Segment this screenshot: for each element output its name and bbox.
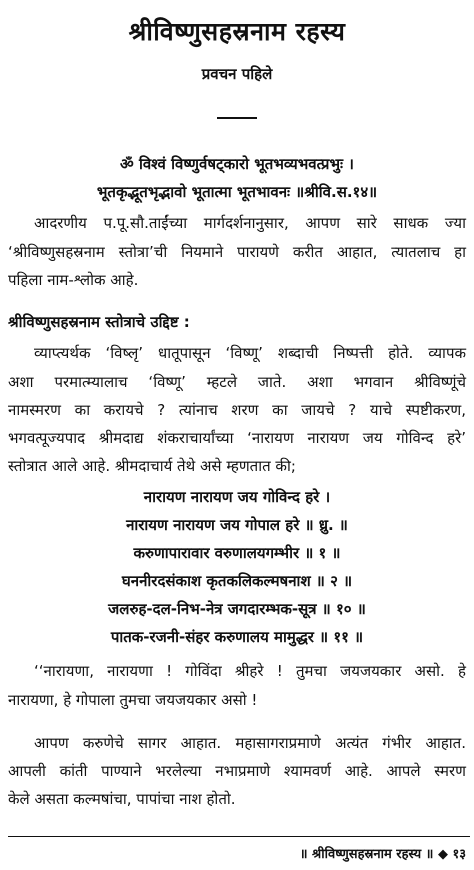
chapter-subtitle: प्रवचन पहिले (201, 65, 273, 83)
paragraph-line: आदरणीय प.पू.सौ.ताईंच्या मार्गदर्शनानुसार, आपण सारे साधक ज्या (34, 214, 466, 232)
section-heading: श्रीविष्णुसहस्रनाम स्तोत्राचे उद्दिष्ट : (8, 313, 190, 331)
paragraph-line: अशा परमात्म्यालाच ‘विष्णू’ म्हटले जाते. अशा भगवान श्रीविष्णूंचे (8, 373, 466, 391)
paragraph-line: स्तोत्रात आले आहे. श्रीमदाचार्य तेथे असे म्हणतात की; (8, 457, 296, 475)
verse-line: करुणापारावार वरुणालयगम्भीर ॥ १ ॥ (133, 544, 341, 562)
paragraph-line: नामस्मरण का करायचे ? त्यांनाच शरण का जायचे ? याचे स्पष्टीकरण, (8, 401, 466, 419)
verse-line: घननीरदसंकाश कृतकलिकल्मषनाश ॥ २ ॥ (121, 572, 353, 590)
page-footer: ॥ श्रीविष्णुसहस्रनाम रहस्य ॥ ◆ १३ (299, 847, 466, 862)
page-title: श्रीविष्णुसहस्रनाम रहस्य (128, 17, 346, 46)
paragraph-line: नारायणा, हे गोपाला तुमचा जयजयकार असो ! (8, 691, 258, 709)
verse-line: नारायण नारायण जय गोपाल हरे ॥ ध्रु. ॥ (126, 516, 348, 534)
verse-line: जलरुह-दल-निभ-नेत्र जगदारम्भक-सूत्र ॥ १० ॥ (108, 600, 366, 618)
paragraph-line: केले असता कल्मषांचा, पापांचा नाश होतो. (8, 790, 236, 808)
title-divider (217, 117, 257, 119)
footer-divider (8, 836, 470, 837)
shloka-line: ॐ विश्वं विष्णुर्वषट्कारो भूतभव्यभवत्प्रभुः । (120, 155, 354, 173)
paragraph-line: भगवत्पूज्यपाद श्रीमदाद्य शंकराचार्यांच्या ‘नारायण नारायण जय गोविन्द हरे’ (8, 429, 466, 447)
shloka-line: भूतकृद्भूतभृद्भावो भूतात्मा भूतभावनः ॥श्रीवि.स.१४॥ (96, 183, 378, 201)
paragraph-line: ‘‘नारायणा, नारायणा ! गोविंदा श्रीहरे ! तुमचा जयजयकार असो. हे (34, 662, 466, 680)
paragraph-line: ‘श्रीविष्णुसहस्रनाम स्तोत्रा’ची नियमाने पारायणे करीत आहात, त्यातलाच हा (8, 243, 466, 261)
paragraph-line: आपण करुणेचे सागर आहात. महासागराप्रमाणे अत्यंत गंभीर आहात. (34, 734, 466, 752)
paragraph-line: आपली कांती पाण्याने भरलेल्या नभाप्रमाणे श्यामवर्ण आहे. आपले स्मरण (8, 762, 466, 780)
verse-line: पातक-रजनी-संहर करुणालय मामुद्धर ॥ ११ ॥ (110, 628, 364, 646)
paragraph-line: पहिला नाम-श्लोक आहे. (8, 271, 139, 289)
verse-line: नारायण नारायण जय गोविन्द हरे । (143, 488, 331, 506)
paragraph-line: व्याप्त्यर्थक ‘विष्लृ’ धातूपासून ‘विष्णू’ शब्दाची निष्पत्ती होते. व्यापक (34, 344, 466, 362)
